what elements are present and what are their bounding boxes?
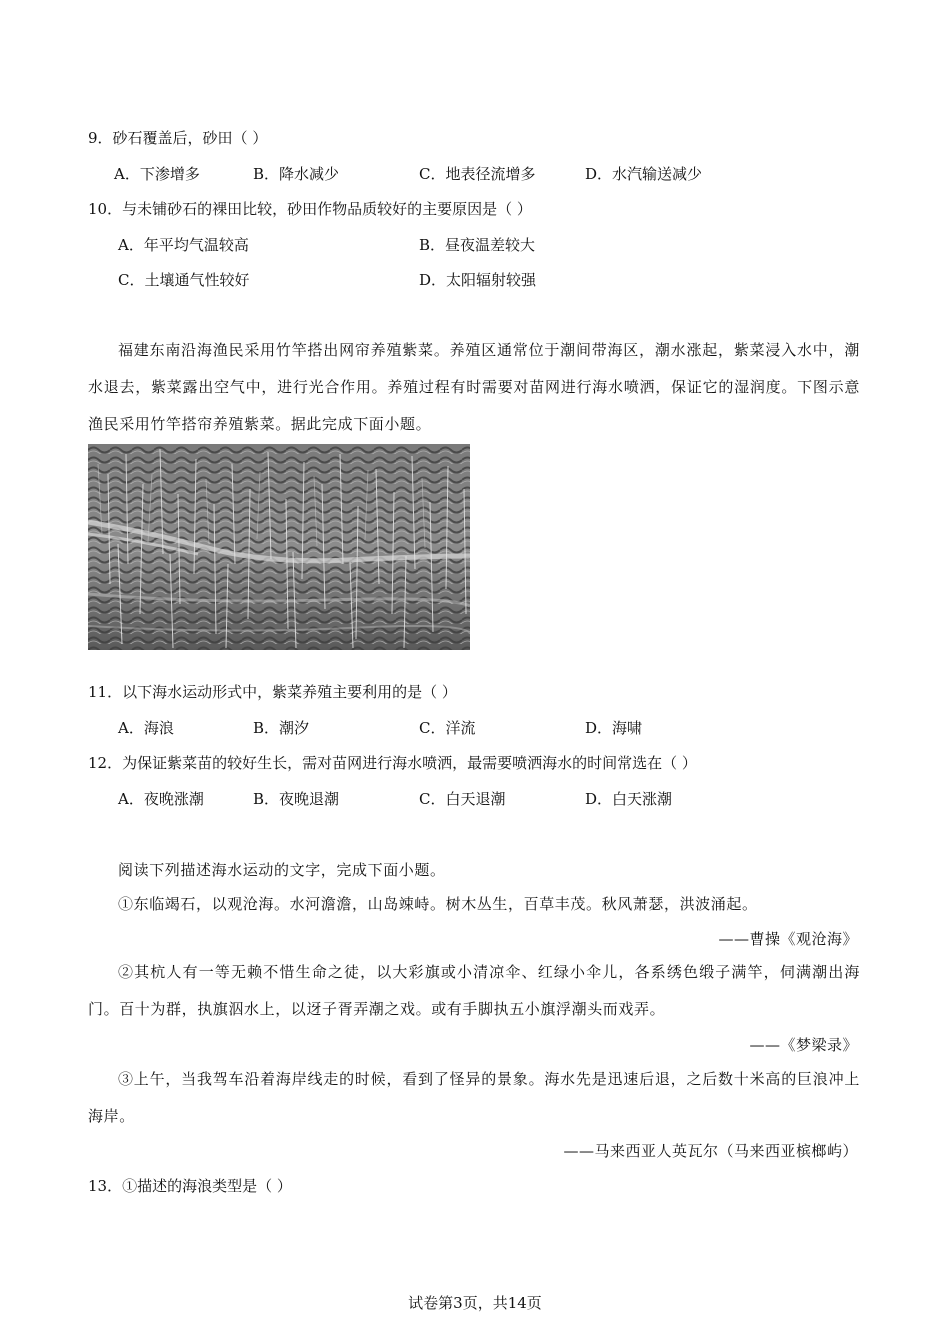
question-12-option-c: C．白天退潮 [419,790,506,808]
excerpt-1-source: ——曹操《观沧海》 [718,930,858,948]
question-10-option-d: D．太阳辐射较强 [419,271,537,289]
passage-ocean-intro: 阅读下列描述海水运动的文字，完成下面小题。 [118,861,446,879]
question-11-stem: 11．以下海水运动形式中，紫菜养殖主要利用的是（ ） [88,683,457,701]
question-11-option-c: C．洋流 [419,719,476,737]
question-10-stem: 10．与未铺砂石的裸田比较，砂田作物品质较好的主要原因是（ ） [88,200,532,218]
question-10-option-c: C．土壤通气性较好 [118,271,250,289]
question-10-option-b: B．昼夜温差较大 [419,236,536,254]
question-12-option-b: B．夜晚退潮 [253,790,340,808]
question-13-stem: 13．①描述的海浪类型是（ ） [88,1177,292,1195]
question-12-stem: 12．为保证紫菜苗的较好生长，需对苗网进行海水喷洒，最需要喷洒海水的时间常选在（ ） [88,754,697,772]
passage-ocean-excerpt-1: ①东临竭石，以观沧海。水河澹澹，山岛竦峙。树木丛生，百草丰茂。秋风萧瑟，洪波涌起。 [118,895,758,913]
question-12-option-a: A．夜晚涨潮 [118,790,204,808]
seaweed-farm-photo [88,444,470,650]
excerpt-2-source: ——《梦梁录》 [749,1036,858,1054]
question-9-option-d: D．水汽输送减少 [585,165,703,183]
question-9-option-c: C．地表径流增多 [419,165,536,183]
page-footer: 试卷第3页，共14页 [408,1294,542,1312]
question-9-option-b: B．降水减少 [253,165,340,183]
excerpt-3-source: ——马来西亚人英瓦尔（马来西亚槟榔屿） [563,1142,858,1160]
question-9-option-a: A．下渗增多 [114,165,200,183]
passage-ocean-excerpt-2: ②其杭人有一等无赖不惜生命之徒，以大彩旗或小清凉伞、红绿小伞儿，各系绣色缎子满竿，伺满潮出海门。百十为群，执旗泅水上，以迓子胥弄潮之戏。或有手脚执五小旗浮潮头而戏弄。 [88,963,860,1018]
question-10-option-a: A．年平均气温较高 [118,236,249,254]
question-9-stem: 9．砂石覆盖后，砂田（ ） [88,129,268,147]
question-11-option-b: B．潮汐 [253,719,310,737]
question-11-option-a: A．海浪 [118,719,174,737]
question-12-option-d: D．白天涨潮 [585,790,673,808]
passage-ocean-excerpt-3: ③上午，当我驾车沿着海岸线走的时候，看到了怪异的景象。海水先是迅速后退，之后数十米高的巨浪冲上海岸。 [88,1070,860,1125]
passage-seaweed: 福建东南沿海渔民采用竹竿搭出网帘养殖紫菜。养殖区通常位于潮间带海区，潮水涨起，紫菜浸入水中，潮水退去，紫菜露出空气中，进行光合作用。养殖过程有时需要对苗网进行海水喷洒，保证它的湿润度。下图示意渔民采用竹竿搭帘养殖紫菜。据此完成下面小题。 [88,341,860,433]
question-11-option-d: D．海啸 [585,719,643,737]
